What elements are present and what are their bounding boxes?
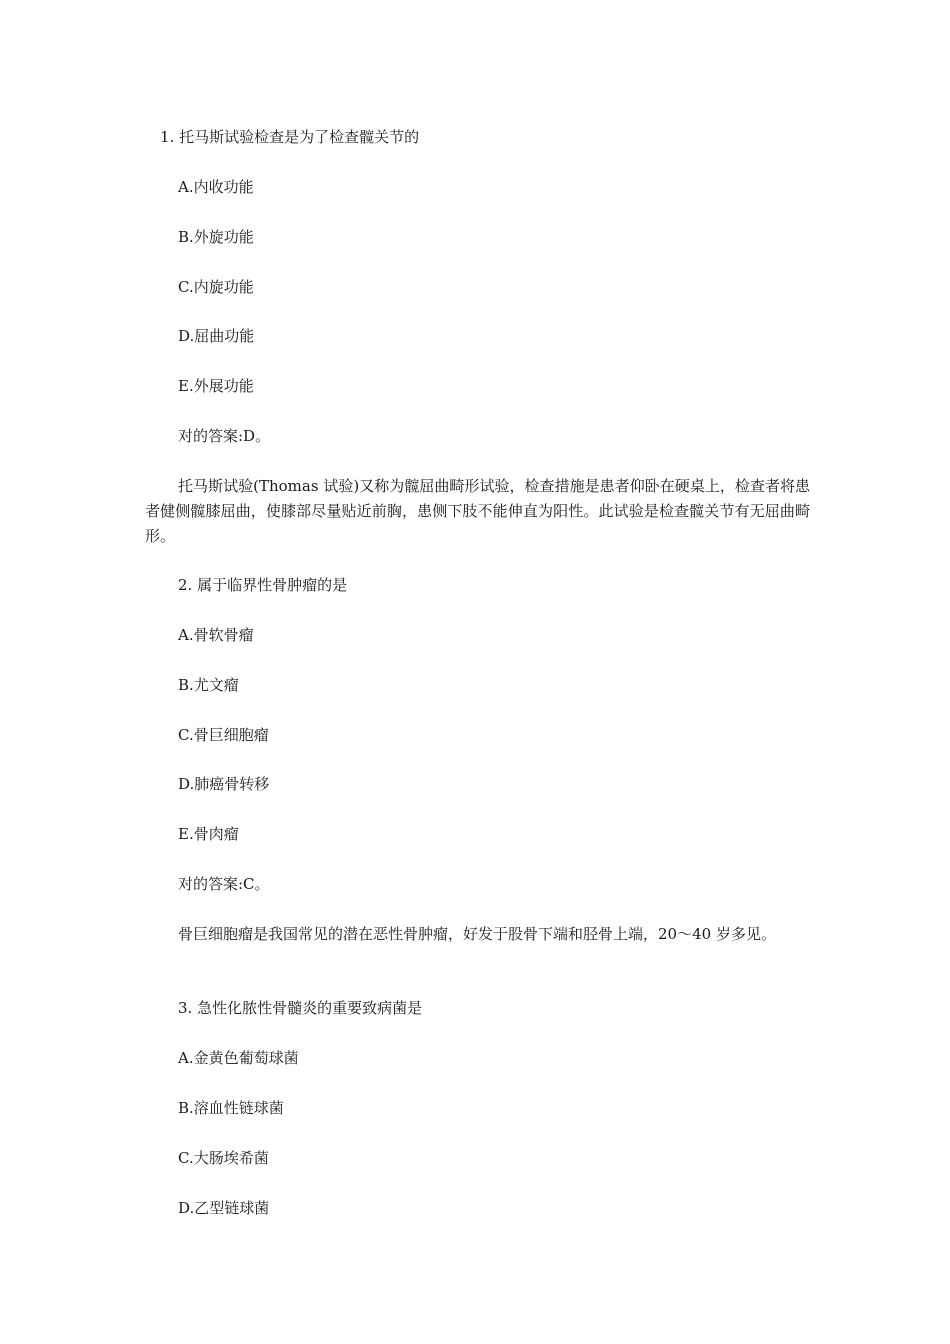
- question-2-option-b: B.尤文瘤: [178, 676, 239, 694]
- question-2-answer: 对的答案:C。: [178, 875, 270, 893]
- question-3-stem: 3. 急性化脓性骨髓炎的重要致病菌是: [178, 999, 423, 1017]
- question-1-answer: 对的答案:D。: [178, 427, 271, 445]
- question-2-option-d: D.肺癌骨转移: [178, 775, 270, 793]
- question-1-option-d: D.屈曲功能: [178, 327, 255, 345]
- question-1-option-b: B.外旋功能: [178, 228, 254, 246]
- question-2-stem: 2. 属于临界性骨肿瘤的是: [178, 576, 348, 594]
- question-1-option-e: E.外展功能: [178, 377, 254, 395]
- question-3-option-a: A.金黄色葡萄球菌: [178, 1049, 299, 1067]
- question-1-stem: 1. 托马斯试验检查是为了检查髋关节的: [160, 128, 420, 146]
- question-3-option-c: C.大肠埃希菌: [178, 1149, 269, 1167]
- question-3-option-d: D.乙型链球菌: [178, 1199, 270, 1217]
- question-2-explanation: 骨巨细胞瘤是我国常见的潜在恶性骨肿瘤，好发于股骨下端和胫骨上端，20～40 岁多见。: [178, 925, 776, 943]
- question-3-option-b: B.溶血性链球菌: [178, 1099, 284, 1117]
- question-1-option-c: C.内旋功能: [178, 278, 254, 296]
- question-1-option-a: A.内收功能: [178, 178, 254, 196]
- question-2-option-a: A.骨软骨瘤: [178, 626, 254, 644]
- question-2-option-c: C.骨巨细胞瘤: [178, 726, 269, 744]
- question-1-explanation: 托马斯试验(Thomas 试验)又称为髋屈曲畸形试验，检查措施是患者仰卧在硬桌上，检查者将患者健侧髋膝屈曲，使膝部尽量贴近前胸，患侧下肢不能伸直为阳性。此试验是检查髋关节有无屈曲畸形。: [145, 477, 810, 545]
- question-2-option-e: E.骨肉瘤: [178, 825, 239, 843]
